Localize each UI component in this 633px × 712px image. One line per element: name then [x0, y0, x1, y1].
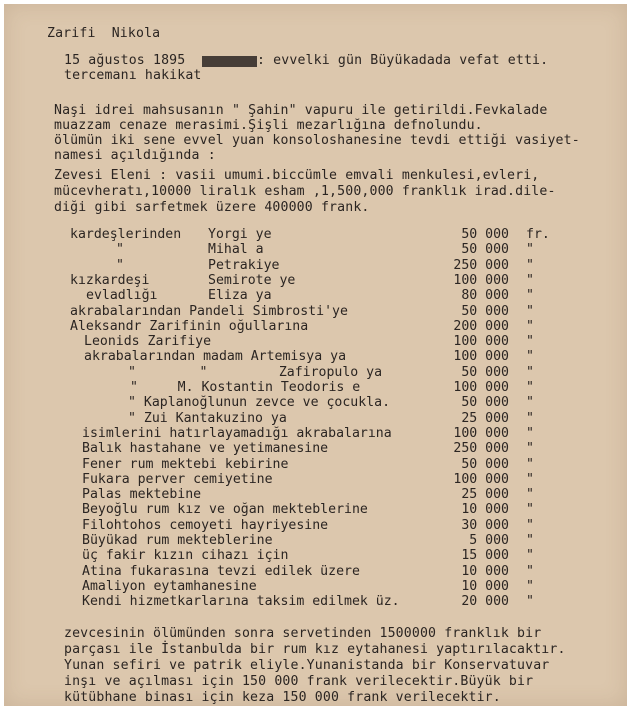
- header-date: 15 ağustos 1895: [64, 53, 194, 68]
- bequest-recipient: isimlerini hatırlayamadığı akrabalarına: [82, 425, 392, 441]
- bequest-row: [4, 594, 627, 610]
- bequest-name: Mihal a: [208, 242, 264, 258]
- bequest-unit: ": [526, 533, 534, 548]
- header-source: tercemanı hakikat: [64, 68, 202, 83]
- bequest-unit: ": [526, 548, 534, 564]
- bequest-amount: 100 000: [453, 272, 509, 288]
- bequest-unit: ": [526, 410, 534, 426]
- bequest-row: [4, 304, 627, 320]
- bequest-amount: 20 000: [461, 594, 509, 610]
- bequest-recipient: Fener rum mektebi kebirine: [82, 456, 289, 472]
- header-event: : evvelki gün Büyükadada vefat etti.: [257, 53, 549, 68]
- bequest-row: [4, 533, 627, 549]
- bequest-row: [4, 548, 627, 564]
- bequest-row: [4, 395, 627, 411]
- bequest-name: Semirote ye: [208, 272, 296, 288]
- bequest-amount: 10 000: [461, 578, 509, 594]
- bequest-row: [4, 472, 627, 488]
- bequest-unit: ": [526, 380, 534, 395]
- bequest-unit: ": [526, 563, 534, 579]
- bequest-amount: 100 000: [453, 334, 509, 350]
- bequest-row: [4, 242, 627, 258]
- bequest-amount: 50 000: [461, 227, 509, 242]
- bequest-unit: ": [526, 471, 534, 487]
- bequest-row: [4, 564, 627, 580]
- bequest-row: [4, 349, 627, 365]
- bequest-recipient: üç fakir kızın cihazı için: [82, 548, 289, 564]
- bequest-unit: ": [526, 272, 534, 288]
- bequest-amount: 250 000: [453, 441, 509, 457]
- bequest-recipient: Aleksandr Zarifinin oğullarına: [70, 318, 309, 334]
- bequest-row: [4, 365, 627, 381]
- bequest-row: [4, 411, 627, 427]
- bequest-recipient: " Kaplanoğlunun zevce ve çocukla.: [128, 395, 391, 411]
- bequest-row: [4, 426, 627, 442]
- foundations-paragraph-line: kütübhane binası için keza 150 000 frank verilecektir.: [64, 690, 501, 705]
- foundations-paragraph-line: inşı ve açılması için 150 000 frank verilecektir.Büyük bir: [64, 674, 534, 689]
- bequest-unit: ": [526, 349, 534, 365]
- foundations-paragraph-line: zevcesinin ölümünden sonra servetinden 1500000 franklık bir: [64, 626, 542, 641]
- bequest-unit: ": [526, 578, 534, 594]
- bequest-amount: 50 000: [461, 303, 509, 319]
- wife-bequest-paragraph-line: mücevheratı,10000 liralık esham ,1,500,000 franklık irad.dile-: [54, 184, 556, 199]
- bequest-amount: 50 000: [461, 364, 509, 380]
- bequest-row: [4, 579, 627, 595]
- bequest-unit: ": [526, 334, 534, 350]
- bequest-unit: ": [526, 395, 534, 411]
- bequest-row: [4, 380, 627, 396]
- bequest-amount: 100 000: [453, 425, 509, 441]
- bequest-row: [4, 518, 627, 534]
- bequest-row: [4, 227, 627, 243]
- bequest-recipient: Palas mektebine: [82, 487, 202, 503]
- bequest-unit: ": [526, 502, 534, 518]
- bequest-unit: ": [526, 303, 534, 319]
- bequest-unit: ": [526, 441, 534, 457]
- bequest-row: [4, 441, 627, 457]
- document-page: [4, 4, 627, 706]
- funeral-paragraph-line: namesi açıldığında :: [54, 148, 216, 163]
- bequest-amount: 50 000: [461, 395, 509, 411]
- bequest-amount: 5 000: [469, 533, 509, 548]
- funeral-paragraph-line: Naşi idrei mahsusanın " Şahin" vapuru ile getirildi.Fevkalade: [54, 103, 548, 118]
- struck-out-word: [202, 56, 257, 67]
- foundations-paragraph-line: parçası ile İstanbulda bir rum kız eytahanesi yaptırılacaktır.: [64, 642, 566, 657]
- bequest-amount: 100 000: [453, 471, 509, 487]
- bequest-row: [4, 273, 627, 289]
- bequest-recipient: Kendi hizmetkarlarına taksim edilmek üz.: [82, 594, 400, 610]
- bequest-unit: ": [526, 318, 534, 334]
- bequest-row: [4, 487, 627, 503]
- bequest-unit: ": [526, 288, 534, 304]
- bequest-amount: 100 000: [453, 380, 509, 395]
- bequest-row: [4, 334, 627, 350]
- bequest-unit: ": [526, 517, 534, 533]
- bequest-recipient: Fukara perver cemiyetine: [82, 471, 273, 487]
- bequest-recipient: Filohtohos cemoyeti hayriyesine: [82, 517, 329, 533]
- bequest-recipient: Amaliyon eytamhanesine: [82, 578, 257, 594]
- bequest-amount: 25 000: [461, 487, 509, 503]
- bequest-recipient: Leonids Zarifiye: [84, 334, 212, 350]
- bequest-recipient: ": [116, 242, 124, 258]
- bequest-unit: ": [526, 257, 534, 273]
- bequest-unit: ": [526, 364, 534, 380]
- bequest-name: Yorgi ye: [208, 227, 272, 242]
- bequest-unit: ": [526, 456, 534, 472]
- bequest-row: [4, 288, 627, 304]
- bequest-amount: 200 000: [453, 318, 509, 334]
- bequest-recipient: Beyoğlu rum kız ve oğan mekteblerine: [82, 502, 368, 518]
- wife-bequest-paragraph-line: diği gibi sarfetmek üzere 400000 frank.: [54, 200, 370, 215]
- bequest-amount: 30 000: [461, 517, 509, 533]
- bequest-amount: 15 000: [461, 548, 509, 564]
- bequest-recipient: Atina fukarasına tevzi edilek üzere: [82, 563, 360, 579]
- bequest-row: [4, 502, 627, 518]
- funeral-paragraph-line: ölümün iki sene evvel yuan konsoloshanesine tevdi ettiği vasiyet-: [54, 133, 580, 148]
- bequest-unit: ": [526, 594, 534, 610]
- bequest-amount: 100 000: [453, 349, 509, 365]
- bequest-recipient: kızkardeşi: [70, 272, 150, 288]
- bequest-recipient: " Zui Kantakuzino ya: [128, 410, 287, 426]
- bequest-amount: 250 000: [453, 257, 509, 273]
- bequest-amount: 50 000: [461, 242, 509, 258]
- bequest-recipient: Balık hastahane ve yetimanesine: [82, 441, 329, 457]
- bequest-amount: 25 000: [461, 410, 509, 426]
- bequest-unit: ": [526, 425, 534, 441]
- funeral-paragraph-line: muazzam cenaze merasimi.Şişli mezarlığına defnolundu.: [54, 118, 483, 133]
- bequest-name: Eliza ya: [208, 288, 272, 304]
- bequest-recipient: Büyükad rum mekteblerine: [82, 533, 273, 548]
- bequest-unit: ": [526, 242, 534, 258]
- bequest-row: [4, 258, 627, 274]
- wife-bequest-paragraph-line: Zevesi Eleni : vasii umumi.biccümle emvali menkulesi,evleri,: [54, 168, 540, 183]
- bequest-amount: 10 000: [461, 502, 509, 518]
- bequest-recipient: kardeşlerinden: [70, 227, 182, 242]
- bequest-amount: 50 000: [461, 456, 509, 472]
- bequest-name: Petrakiye: [208, 257, 280, 273]
- bequest-recipient: akrabalarından madam Artemisya ya: [84, 349, 347, 365]
- bequest-amount: 80 000: [461, 288, 509, 304]
- bequest-unit: ": [526, 487, 534, 503]
- bequest-amount: 10 000: [461, 563, 509, 579]
- bequest-recipient: akrabalarından Pandeli Simbrosti'ye: [70, 303, 348, 319]
- bequest-recipient: ": [116, 257, 124, 273]
- bequest-row: [4, 319, 627, 335]
- bequest-recipient: " " Zafiropulo ya: [128, 364, 383, 380]
- foundations-paragraph-line: Yunan sefiri ve patrik eliyle.Yunanistanda bir Konservatuvar: [64, 658, 550, 673]
- bequest-unit: fr.: [526, 227, 550, 242]
- bequest-row: [4, 457, 627, 473]
- bequest-recipient: evladlığı: [86, 288, 158, 304]
- header-name: Zarifi Nikola: [47, 26, 161, 41]
- bequest-recipient: " M. Kostantin Teodoris e: [130, 380, 361, 395]
